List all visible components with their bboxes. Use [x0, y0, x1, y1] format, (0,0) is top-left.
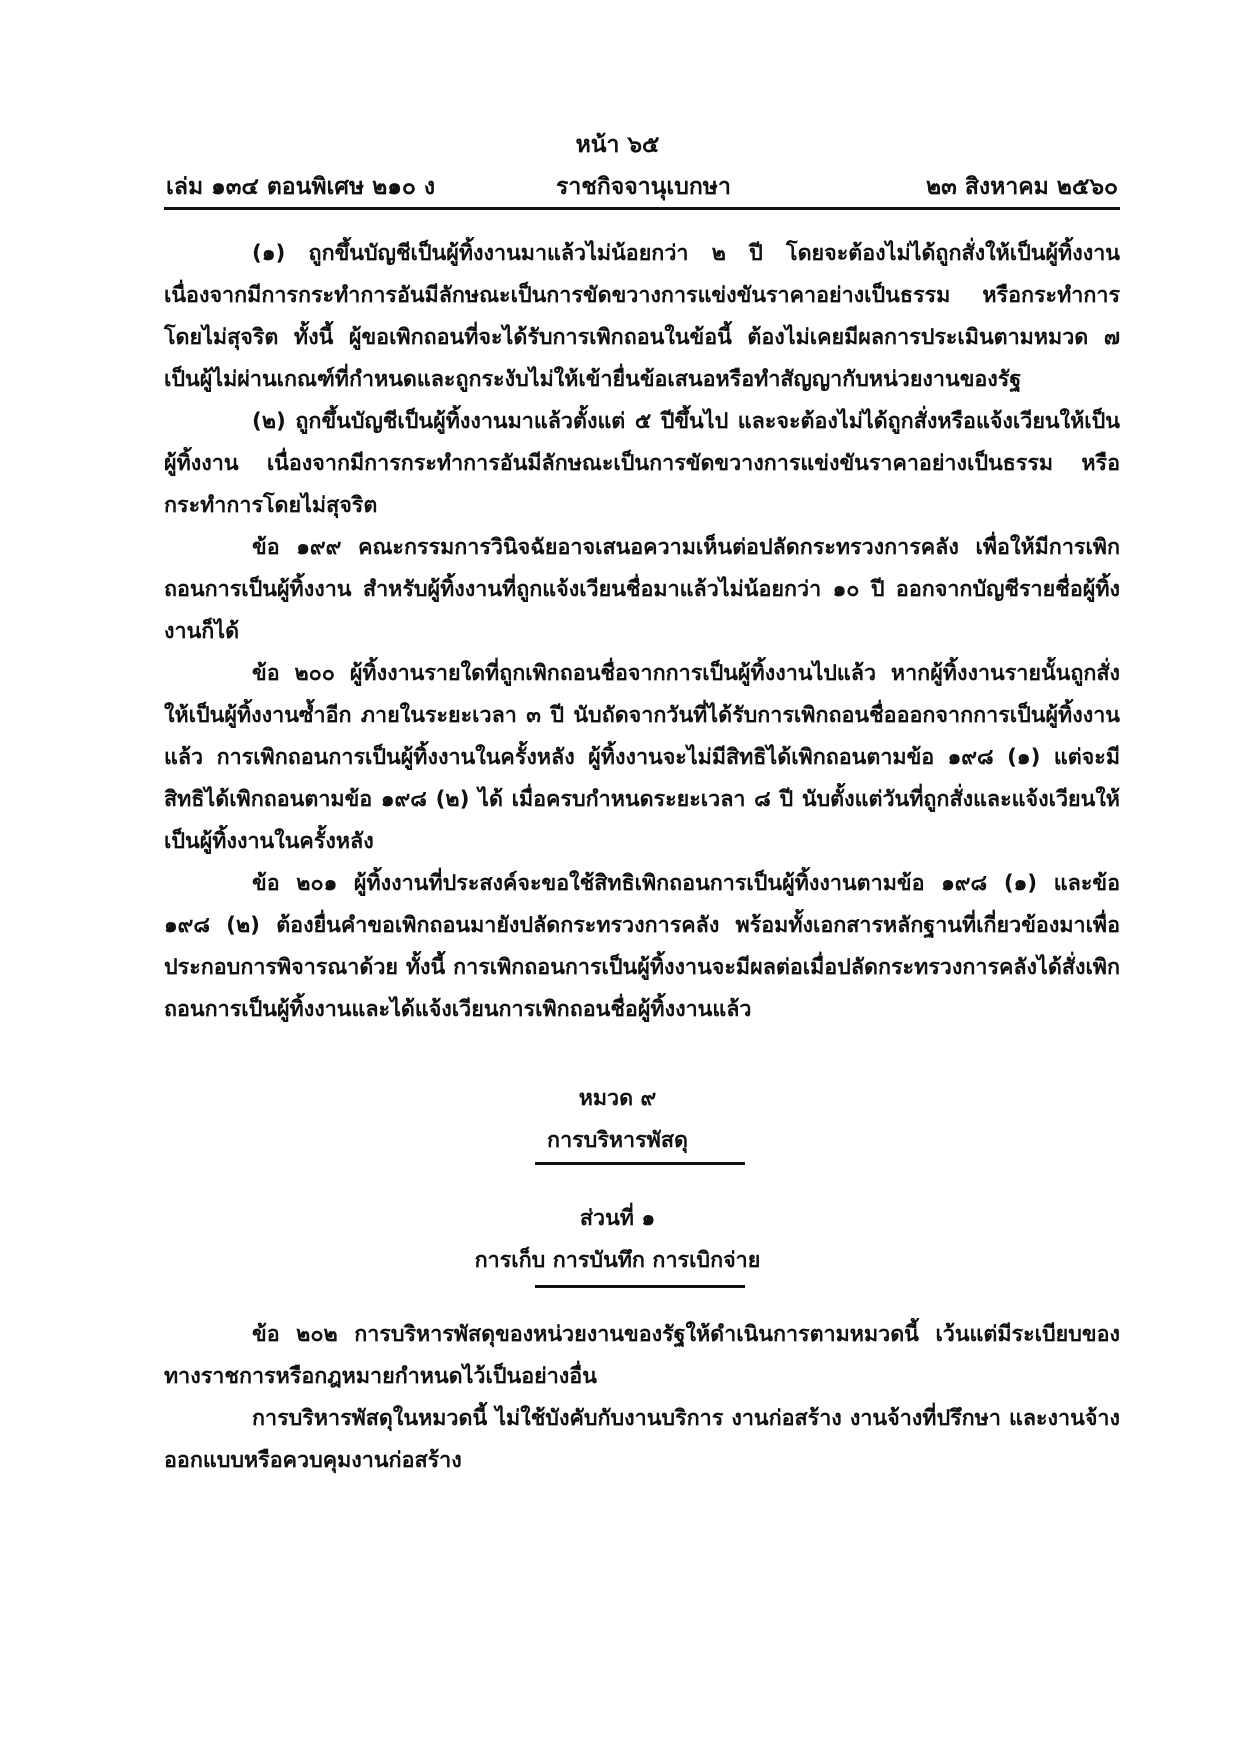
gazette-name: ราชกิจจานุเบกษา — [556, 174, 731, 200]
chapter-title: การบริหารพัสดุ — [547, 1128, 688, 1153]
chapter-number: หมวด ๙ — [578, 1086, 657, 1111]
body-text-upper — [164, 233, 1120, 1031]
section-number: ส่วนที่ ๑ — [579, 1206, 656, 1231]
section-heading — [0, 1198, 1235, 1282]
header-divider — [164, 207, 1120, 210]
volume-info: เล่ม ๑๓๔ ตอนพิเศษ ๒๑๐ ง — [166, 174, 436, 200]
paragraph-199: ข้อ ๑๙๙ คณะกรรมการวินิจฉัยอาจเสนอความเห็นต่อปลัดกระทรวงการคลัง เพื่อให้มีการเพิกถอนการเป็นผู้ทิ้งงาน สำหรับผู้ทิ้งงานที่ถูกแจ้งเวียนชื่อมาแล้วไม่น้อยกว่า ๑๐ ปี ออกจากบัญชีรายชื่อผู้ทิ้งงานก็ได้ — [164, 535, 1120, 644]
paragraph-198-2: (๒) ถูกขึ้นบัญชีเป็นผู้ทิ้งงานมาแล้วตั้งแต่ ๕ ปีขึ้นไป และจะต้องไม่ได้ถูกสั่งหรือแจ้งเวียนให้เป็นผู้ทิ้งงาน เนื่องจากมีการกระทำการอันมีลักษณะเป็นการขัดขวางการแข่งขันราคาอย่างเป็นธรรม หรือกระทำการโดยไม่สุจริต — [164, 409, 1120, 518]
page-number: หน้า ๖๕ — [575, 132, 660, 158]
page-header — [166, 170, 1118, 206]
chapter-divider — [535, 1162, 745, 1165]
publication-date: ๒๓ สิงหาคม ๒๕๖๐ — [926, 174, 1118, 200]
paragraph-200: ข้อ ๒๐๐ ผู้ทิ้งงานรายใดที่ถูกเพิกถอนชื่อจากการเป็นผู้ทิ้งงานไปแล้ว หากผู้ทิ้งงานรายนั้นถูกสั่งให้เป็นผู้ทิ้งงานซ้ำอีก ภายในระยะเวลา ๓ ปี นับถัดจากวันที่ได้รับการเพิกถอนชื่อออกจากการเป็นผู้ทิ้งงานแล้ว การเพิกถอนการเป็นผู้ทิ้งงานในครั้งหลัง ผู้ทิ้งงานจะไม่มีสิทธิได้เพิกถอนตามข้อ ๑๙๘ (๑) แต่จะมีสิทธิได้เพิกถอนตามข้อ ๑๙๘ (๒) ได้ เมื่อครบกำหนดระยะเวลา ๘ ปี นับตั้งแต่วันที่ถูกสั่งและแจ้งเวียนให้เป็นผู้ทิ้งงานในครั้งหลัง — [164, 661, 1120, 854]
section-divider — [535, 1285, 745, 1288]
body-text-lower — [164, 1314, 1120, 1482]
paragraph-198-1: (๑) ถูกขึ้นบัญชีเป็นผู้ทิ้งงานมาแล้วไม่น้อยกว่า ๒ ปี โดยจะต้องไม่ได้ถูกสั่งให้เป็นผู้ทิ้งงาน เนื่องจากมีการกระทำการอันมีลักษณะเป็นการขัดขวางการแข่งขันราคาอย่างเป็นธรรม หรือกระทำการโดยไม่สุจริต ทั้งนี้ ผู้ขอเพิกถอนที่จะได้รับการเพิกถอนในข้อนี้ ต้องไม่เคยมีผลการประเมินตามหมวด ๗ เป็นผู้ไม่ผ่านเกณฑ์ที่กำหนดและถูกระงับไม่ให้เข้ายื่นข้อเสนอหรือทำสัญญากับหน่วยงานของรัฐ — [164, 241, 1120, 392]
paragraph-202: ข้อ ๒๐๒ การบริหารพัสดุของหน่วยงานของรัฐให้ดำเนินการตามหมวดนี้ เว้นแต่มีระเบียบของทางราชการหรือกฎหมายกำหนดไว้เป็นอย่างอื่น — [164, 1322, 1120, 1389]
paragraph-201: ข้อ ๒๐๑ ผู้ทิ้งงานที่ประสงค์จะขอใช้สิทธิเพิกถอนการเป็นผู้ทิ้งงานตามข้อ ๑๙๘ (๑) และข้อ ๑๙๘ (๒) ต้องยื่นคำขอเพิกถอนมายังปลัดกระทรวงการคลัง พร้อมทั้งเอกสารหลักฐานที่เกี่ยวข้องมาเพื่อประกอบการพิจารณาด้วย ทั้งนี้ การเพิกถอนการเป็นผู้ทิ้งงานจะมีผลต่อเมื่อปลัดกระทรวงการคลังได้สั่งเพิกถอนการเป็นผู้ทิ้งงานและได้แจ้งเวียนการเพิกถอนชื่อผู้ทิ้งงานแล้ว — [164, 871, 1120, 1022]
chapter-heading — [0, 1078, 1235, 1162]
section-title: การเก็บ การบันทึก การเบิกจ่าย — [474, 1248, 761, 1273]
paragraph-202-scope: การบริหารพัสดุในหมวดนี้ ไม่ใช้บังคับกับงานบริการ งานก่อสร้าง งานจ้างที่ปรึกษา และงานจ้างออกแบบหรือควบคุมงานก่อสร้าง — [164, 1406, 1120, 1473]
